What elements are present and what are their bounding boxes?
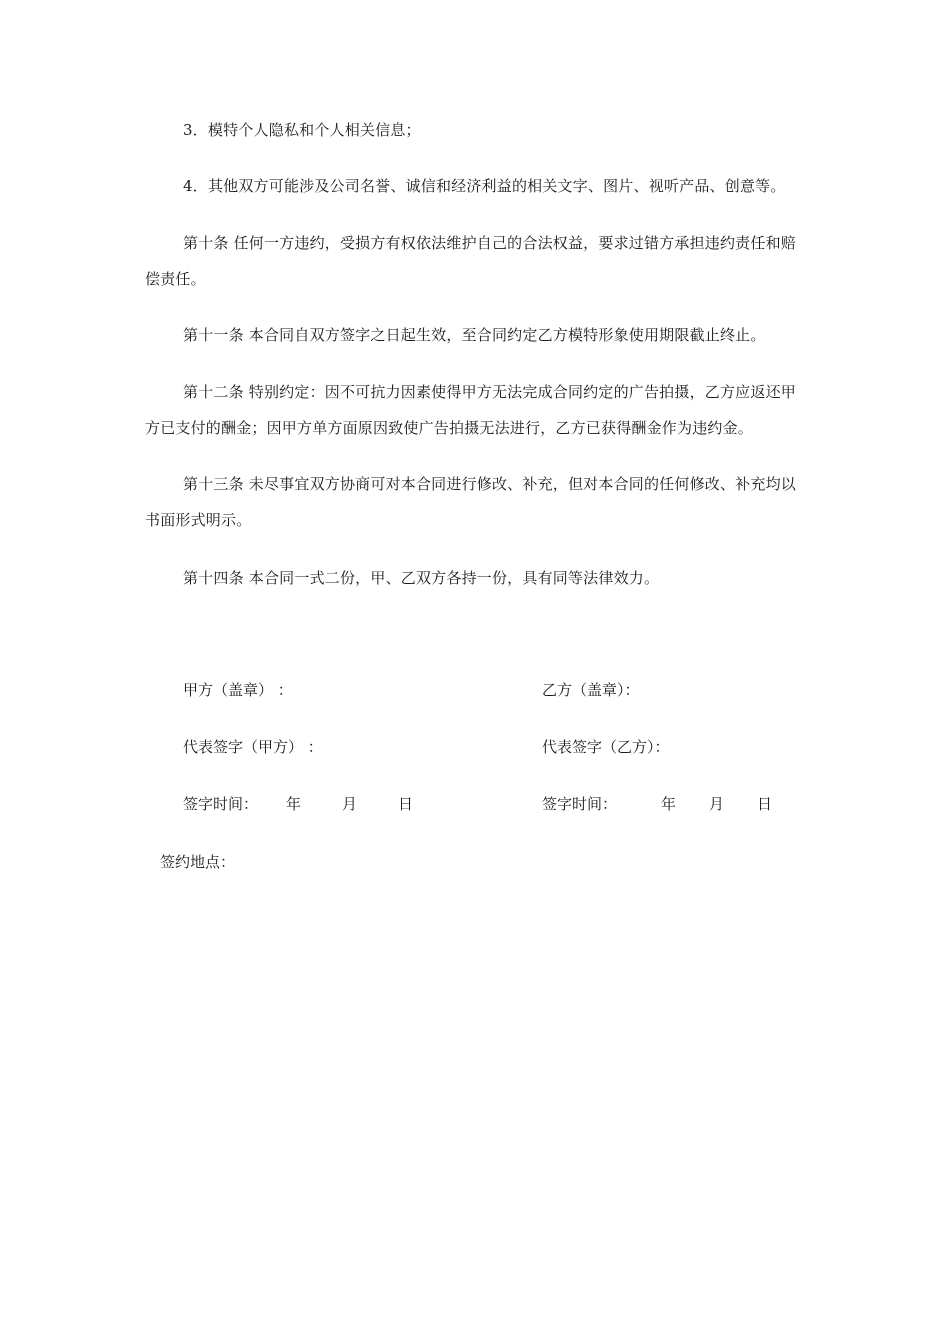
party-b-day: 日 — [757, 795, 773, 813]
article-10: 第十条 任何一方违约，受损方有权依法维护自己的合法权益，要求过错方承担违约责任和赔偿责任。 — [145, 234, 796, 288]
party-a-year: 年 — [286, 795, 302, 813]
party-a-month: 月 — [342, 795, 358, 813]
clause-item-3: 3．模特个人隐私和个人相关信息； — [183, 121, 421, 139]
date-row — [0, 792, 950, 816]
seal-row — [0, 678, 950, 702]
party-a-seal-label: 甲方（盖章） ： — [183, 681, 293, 699]
party-a-day: 日 — [398, 795, 414, 813]
article-14: 第十四条 本合同一式二份，甲、乙双方各持一份，具有同等法律效力。 — [183, 569, 660, 587]
article-11: 第十一条 本合同自双方签字之日起生效，至合同约定乙方模特形象使用期限截止终止。 — [183, 326, 766, 344]
representative-row — [0, 735, 950, 759]
party-a-date-label: 签字时间： — [183, 795, 259, 813]
party-b-representative-label: 代表签字（乙方）： — [542, 738, 670, 756]
party-b-seal-label: 乙方（盖章）： — [542, 681, 640, 699]
signing-place-label: 签约地点： — [160, 853, 236, 871]
party-a-representative-label: 代表签字（甲方） ： — [183, 738, 323, 756]
clause-item-4: 4．其他双方可能涉及公司名誉、诚信和经济利益的相关文字、图片、视听产品、创意等。 — [183, 177, 786, 195]
party-b-month: 月 — [709, 795, 725, 813]
article-12: 第十二条 特别约定：因不可抗力因素使得甲方无法完成合同约定的广告拍摄，乙方应返还甲方已支付的酬金；因甲方单方面原因致使广告拍摄无法进行，乙方已获得酬金作为违约金。 — [145, 383, 796, 437]
party-b-year: 年 — [661, 795, 677, 813]
article-13: 第十三条 未尽事宜双方协商可对本合同进行修改、补充，但对本合同的任何修改、补充均以书面形式明示。 — [145, 475, 796, 529]
party-b-date-label: 签字时间： — [542, 795, 618, 813]
